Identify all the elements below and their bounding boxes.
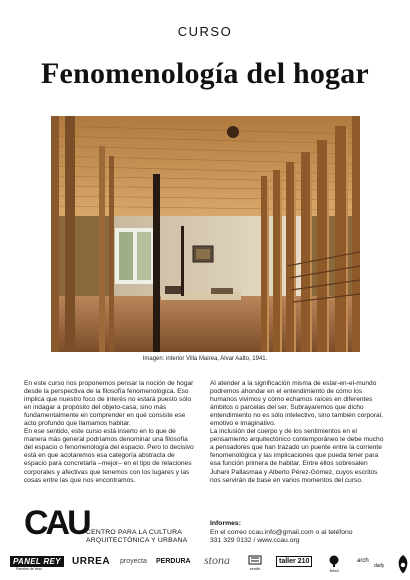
body-paragraph: La inclusión del cuerpo y de los sentimientos en el pensamiento arquitectónico contemporáneo le debe mucho a pensadores que han trazado un puente entre la corriente fenomenológica y las implicaciones que pueda tener para esa función primera de habitar. Entre ellos sobresalen Juhani Pallasmaa y Alberto Pérez-Gómez, cuyos escritos nos servirán de base en varios momentos del curso.: [210, 428, 384, 484]
sponsor-panel-rey-sub: Paneles de Yeso: [16, 567, 43, 571]
course-title: Fenomenología del hogar: [41, 57, 369, 90]
body-paragraph: En este curso nos proponemos pensar la noción de hogar desde la perspectiva de la filosofía fenomenológica. Eso implica que nuestro foco de interés no estará puesto sólo en indagar a propósito del objeto-casa, sino más fundamentalmente en comprender en qué consiste ese acto profundo que llamamos habitar.: [24, 380, 194, 428]
interior-photo: [51, 116, 360, 352]
sponsor-zenith-label: zenith: [249, 566, 261, 571]
organizer-name-line1: CENTRO PARA LA CULTURA: [86, 529, 182, 536]
sponsor-arbol: [326, 555, 342, 573]
zenith-mark-icon: [248, 555, 262, 565]
sponsor-arbol-label: Árbol: [329, 568, 339, 573]
sponsor-hand: [396, 554, 410, 579]
body-column-right: [210, 380, 388, 485]
contact-heading: Informes:: [210, 520, 241, 527]
sponsor-stona: stona: [204, 553, 231, 567]
sponsor-daily: daily: [374, 563, 385, 569]
sponsor-arch: arch: [357, 558, 369, 564]
course-kicker: CURSO: [177, 24, 233, 39]
sponsor-strip: [8, 552, 404, 576]
sponsor-taller: taller 210: [276, 556, 312, 567]
tree-icon: [326, 555, 342, 567]
sponsor-zenith: [248, 555, 262, 571]
cau-logo-text: CAU: [24, 504, 89, 542]
sponsor-perdura: PERDURA: [156, 558, 191, 565]
body-paragraph: Al atender a la significación misma de estar-en-el-mundo podremos ahondar en el entendimiento de cómo los humanos vivimos y cómo echamos raíces en diferentes ámbitos o parcelas del ser. Subrayaremos que dicho entendimiento no es sólo intelectivo, sino también corporal, emotivo e imaginativo.: [210, 380, 384, 428]
body-column-left: [24, 380, 196, 485]
sponsor-panel-rey: PANEL REY: [10, 556, 64, 567]
hand-icon: [396, 554, 410, 574]
body-paragraph: En ese sentido, este curso está inserto en lo que de manera más general podríamos denominar una filosofía del espacio o fenomenología del espacio. Pero lo decisivo está en que acotaremos esa categoría abstracta de espacio para concretarla –mejor– en el tipo de relaciones corporales y afectivas que tenemos con los lugares y las cosas entre las que nos encontramos.: [24, 428, 194, 484]
contact-line1: En el correo ccau.info@gmail.com o al teléfono: [210, 528, 353, 536]
sponsor-proyecta: proyecta: [120, 558, 147, 565]
organizer-name-line2: ARQUITECTÓNICA Y URBANA: [86, 537, 188, 544]
sponsor-urrea: URREA: [72, 556, 111, 567]
contact-info: [210, 520, 353, 546]
contact-line2: 331 329 0132 / www.ccau.org: [210, 537, 300, 545]
organizer-logo: [24, 503, 204, 551]
photo-caption: Imagen: interior Villa Mairea, Alvar Aalto, 1941.: [142, 356, 268, 362]
organizer-name: [86, 529, 187, 545]
